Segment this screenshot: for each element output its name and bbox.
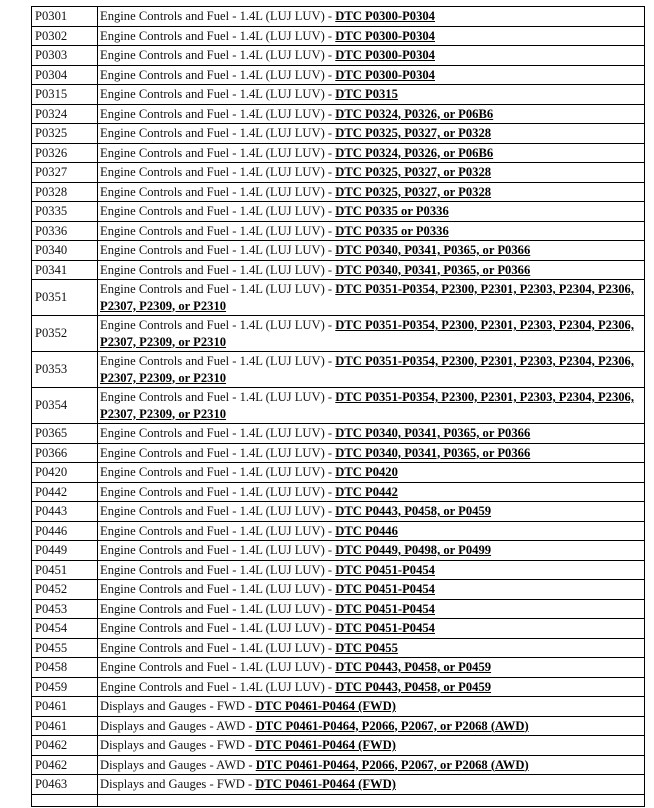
system-description: Engine Controls and Fuel - 1.4L (LUJ LUV) - — [100, 48, 336, 62]
dtc-description-cell — [98, 521, 645, 541]
dtc-procedure-link[interactable]: DTC P0335 or P0336 — [335, 204, 449, 218]
dtc-code-cell: P0461 — [32, 716, 98, 736]
table-row — [32, 794, 645, 806]
dtc-description-cell — [98, 716, 645, 736]
dtc-code-cell: P0303 — [32, 46, 98, 66]
system-description: Engine Controls and Fuel - 1.4L (LUJ LUV) - — [100, 87, 336, 101]
system-description: Engine Controls and Fuel - 1.4L (LUJ LUV) - — [100, 390, 336, 404]
dtc-procedure-link[interactable]: DTC P0449, P0498, or P0499 — [335, 543, 492, 557]
dtc-code-cell: P0446 — [32, 521, 98, 541]
dtc-procedure-link[interactable]: DTC P0340, P0341, P0365, or P0366 — [335, 426, 531, 440]
dtc-procedure-link[interactable]: DTC P0451-P0454 — [335, 582, 435, 596]
dtc-procedure-link[interactable]: DTC P0325, P0327, or P0328 — [335, 165, 492, 179]
dtc-code-cell: P0336 — [32, 221, 98, 241]
table-row — [32, 260, 645, 280]
dtc-code-cell: P0352 — [32, 316, 98, 352]
table-row — [32, 697, 645, 717]
dtc-code-cell: P0353 — [32, 352, 98, 388]
dtc-description-cell — [98, 260, 645, 280]
system-description: Engine Controls and Fuel - 1.4L (LUJ LUV) - — [100, 204, 336, 218]
dtc-code-cell: P0462 — [32, 736, 98, 756]
dtc-procedure-link[interactable]: DTC P0340, P0341, P0365, or P0366 — [335, 445, 531, 460]
table-row — [32, 316, 645, 352]
system-description: Displays and Gauges - FWD - — [100, 777, 256, 791]
dtc-procedure-link[interactable]: DTC P0325, P0327, or P0328 — [335, 184, 492, 199]
dtc-procedure-link[interactable]: DTC P0324, P0326, or P06B6 — [335, 145, 494, 160]
table-row — [32, 221, 645, 241]
dtc-description-cell — [98, 443, 645, 463]
system-description: Engine Controls and Fuel - 1.4L (LUJ LUV) - — [100, 621, 336, 635]
dtc-description-cell — [98, 560, 645, 580]
dtc-code-cell: P0459 — [32, 677, 98, 697]
dtc-description-cell — [98, 104, 645, 124]
dtc-code-cell: P0315 — [32, 85, 98, 105]
dtc-procedure-link[interactable]: DTC P0461-P0464 (FWD) — [255, 777, 396, 791]
dtc-procedure-link[interactable]: DTC P0340, P0341, P0365, or P0366 — [335, 262, 531, 277]
table-row — [32, 241, 645, 261]
system-description: Displays and Gauges - AWD - — [100, 757, 256, 772]
table-row — [32, 85, 645, 105]
table-row — [32, 502, 645, 522]
dtc-code-cell: P0454 — [32, 619, 98, 639]
dtc-code-cell: P0365 — [32, 424, 98, 444]
dtc-code-cell: P0335 — [32, 202, 98, 222]
dtc-description-cell — [98, 502, 645, 522]
dtc-description-cell — [98, 388, 645, 424]
dtc-description-cell — [98, 638, 645, 658]
dtc-procedure-link[interactable]: DTC P0300-P0304 — [335, 67, 435, 82]
table-row — [32, 755, 645, 775]
table-row — [32, 124, 645, 144]
dtc-procedure-link[interactable]: DTC P0461-P0464, P2066, P2067, or P2068 (AWD) — [255, 718, 529, 733]
dtc-code-cell: P0324 — [32, 104, 98, 124]
dtc-procedure-link[interactable]: DTC P0461-P0464, P2066, P2067, or P2068 (AWD) — [255, 757, 529, 772]
dtc-table — [31, 6, 645, 807]
dtc-description-cell — [98, 619, 645, 639]
dtc-description-cell — [98, 424, 645, 444]
system-description: Engine Controls and Fuel - 1.4L (LUJ LUV) - — [100, 243, 336, 257]
system-description: Engine Controls and Fuel - 1.4L (LUJ LUV) - — [100, 543, 336, 557]
system-description: Engine Controls and Fuel - 1.4L (LUJ LUV) - — [100, 601, 336, 616]
table-row — [32, 163, 645, 183]
dtc-code-cell: P0451 — [32, 560, 98, 580]
dtc-code-cell: P0420 — [32, 463, 98, 483]
dtc-description-cell — [98, 755, 645, 775]
table-row — [32, 599, 645, 619]
system-description: Engine Controls and Fuel - 1.4L (LUJ LUV) - — [100, 126, 336, 140]
table-row — [32, 280, 645, 316]
dtc-description-cell — [98, 7, 645, 27]
dtc-description-cell — [98, 775, 645, 795]
dtc-procedure-link[interactable]: DTC P0351-P0354, P2300, P2301, P2303, P2304, P2306, P2307, P2309, or P2310 — [100, 354, 635, 385]
system-description: Engine Controls and Fuel - 1.4L (LUJ LUV) - — [100, 426, 336, 440]
dtc-description-cell — [98, 65, 645, 85]
dtc-code-cell: P0442 — [32, 482, 98, 502]
system-description: Engine Controls and Fuel - 1.4L (LUJ LUV) - — [100, 282, 336, 296]
dtc-description-cell — [98, 463, 645, 483]
system-description: Engine Controls and Fuel - 1.4L (LUJ LUV) - — [100, 465, 336, 479]
system-description: Engine Controls and Fuel - 1.4L (LUJ LUV) - — [100, 262, 336, 277]
dtc-procedure-link[interactable]: DTC P0443, P0458, or P0459 — [335, 660, 492, 674]
table-row — [32, 388, 645, 424]
dtc-description-cell — [98, 736, 645, 756]
dtc-description-cell — [98, 677, 645, 697]
dtc-code-cell: P0325 — [32, 124, 98, 144]
dtc-code-cell: P0351 — [32, 280, 98, 316]
dtc-procedure-link[interactable]: DTC P0443, P0458, or P0459 — [335, 504, 492, 518]
dtc-code-cell: P0462 — [32, 755, 98, 775]
dtc-description-cell — [98, 794, 645, 806]
dtc-procedure-link[interactable]: DTC P0446 — [335, 523, 398, 538]
dtc-procedure-link[interactable]: DTC P0300-P0304 — [335, 28, 435, 43]
dtc-description-cell — [98, 221, 645, 241]
dtc-description-cell — [98, 202, 645, 222]
dtc-description-cell — [98, 26, 645, 46]
system-description: Engine Controls and Fuel - 1.4L (LUJ LUV) - — [100, 106, 336, 121]
dtc-description-cell — [98, 658, 645, 678]
table-row — [32, 521, 645, 541]
system-description: Engine Controls and Fuel - 1.4L (LUJ LUV) - — [100, 28, 336, 43]
dtc-procedure-link[interactable]: DTC P0340, P0341, P0365, or P0366 — [335, 243, 531, 257]
dtc-code-cell: P0453 — [32, 599, 98, 619]
system-description: Engine Controls and Fuel - 1.4L (LUJ LUV) - — [100, 9, 336, 23]
dtc-description-cell — [98, 85, 645, 105]
dtc-description-cell — [98, 241, 645, 261]
dtc-procedure-link[interactable]: DTC P0351-P0354, P2300, P2301, P2303, P2304, P2306, P2307, P2309, or P2310 — [100, 390, 635, 421]
dtc-procedure-link[interactable]: DTC P0451-P0454 — [335, 562, 435, 577]
dtc-description-cell — [98, 580, 645, 600]
dtc-procedure-link[interactable]: DTC P0300-P0304 — [335, 9, 435, 23]
table-row — [32, 65, 645, 85]
dtc-procedure-link[interactable]: DTC P0461-P0464 (FWD) — [255, 738, 396, 752]
system-description: Engine Controls and Fuel - 1.4L (LUJ LUV) - — [100, 354, 336, 368]
dtc-code-cell: P0461 — [32, 697, 98, 717]
table-row — [32, 463, 645, 483]
table-row — [32, 619, 645, 639]
table-row — [32, 716, 645, 736]
dtc-code-cell: P0455 — [32, 638, 98, 658]
table-row — [32, 182, 645, 202]
system-description: Engine Controls and Fuel - 1.4L (LUJ LUV) - — [100, 523, 336, 538]
system-description: Engine Controls and Fuel - 1.4L (LUJ LUV) - — [100, 145, 336, 160]
dtc-code-cell: P0301 — [32, 7, 98, 27]
table-row — [32, 424, 645, 444]
dtc-procedure-link[interactable]: DTC P0351-P0354, P2300, P2301, P2303, P2304, P2306, P2307, P2309, or P2310 — [100, 318, 635, 349]
table-row — [32, 775, 645, 795]
system-description: Engine Controls and Fuel - 1.4L (LUJ LUV) - — [100, 318, 336, 332]
system-description: Engine Controls and Fuel - 1.4L (LUJ LUV) - — [100, 660, 336, 674]
table-row — [32, 352, 645, 388]
table-row — [32, 46, 645, 66]
system-description: Engine Controls and Fuel - 1.4L (LUJ LUV) - — [100, 165, 336, 179]
dtc-table-body — [32, 7, 645, 807]
table-row — [32, 26, 645, 46]
dtc-procedure-link[interactable]: DTC P0324, P0326, or P06B6 — [335, 106, 494, 121]
dtc-description-cell — [98, 46, 645, 66]
system-description: Displays and Gauges - AWD - — [100, 718, 256, 733]
dtc-code-cell: P0463 — [32, 775, 98, 795]
table-row — [32, 541, 645, 561]
table-row — [32, 143, 645, 163]
dtc-description-cell — [98, 352, 645, 388]
table-row — [32, 677, 645, 697]
table-row — [32, 443, 645, 463]
dtc-code-cell: P0304 — [32, 65, 98, 85]
system-description: Engine Controls and Fuel - 1.4L (LUJ LUV) - — [100, 184, 336, 199]
dtc-description-cell — [98, 316, 645, 352]
dtc-code-cell: P0326 — [32, 143, 98, 163]
system-description: Engine Controls and Fuel - 1.4L (LUJ LUV) - — [100, 679, 336, 694]
dtc-description-cell — [98, 163, 645, 183]
dtc-description-cell — [98, 182, 645, 202]
dtc-procedure-link[interactable]: DTC P0325, P0327, or P0328 — [335, 126, 492, 140]
dtc-code-cell: P0449 — [32, 541, 98, 561]
dtc-description-cell — [98, 482, 645, 502]
dtc-code-cell: P0354 — [32, 388, 98, 424]
table-row — [32, 658, 645, 678]
dtc-code-cell: P0366 — [32, 443, 98, 463]
dtc-procedure-link[interactable]: DTC P0442 — [335, 484, 398, 499]
system-description: Engine Controls and Fuel - 1.4L (LUJ LUV) - — [100, 484, 336, 499]
table-row — [32, 482, 645, 502]
dtc-description-cell — [98, 124, 645, 144]
dtc-procedure-link[interactable]: DTC P0461-P0464 (FWD) — [255, 699, 396, 713]
system-description: Displays and Gauges - FWD - — [100, 699, 256, 713]
table-row — [32, 736, 645, 756]
dtc-description-cell — [98, 280, 645, 316]
system-description: Engine Controls and Fuel - 1.4L (LUJ LUV) - — [100, 67, 336, 82]
dtc-code-cell: P0327 — [32, 163, 98, 183]
dtc-code-cell — [32, 794, 98, 806]
dtc-procedure-link[interactable]: DTC P0443, P0458, or P0459 — [335, 679, 492, 694]
system-description: Engine Controls and Fuel - 1.4L (LUJ LUV) - — [100, 445, 336, 460]
dtc-procedure-link[interactable]: DTC P0451-P0454 — [335, 601, 435, 616]
dtc-code-cell: P0443 — [32, 502, 98, 522]
dtc-procedure-link[interactable]: DTC P0451-P0454 — [335, 621, 435, 635]
system-description: Engine Controls and Fuel - 1.4L (LUJ LUV) - — [100, 640, 336, 655]
dtc-procedure-link[interactable]: DTC P0315 — [335, 87, 398, 101]
dtc-procedure-link[interactable]: DTC P0455 — [335, 640, 398, 655]
system-description: Engine Controls and Fuel - 1.4L (LUJ LUV) - — [100, 582, 336, 596]
dtc-code-cell: P0302 — [32, 26, 98, 46]
dtc-procedure-link[interactable]: DTC P0335 or P0336 — [335, 223, 449, 238]
system-description: Engine Controls and Fuel - 1.4L (LUJ LUV) - — [100, 223, 336, 238]
dtc-code-cell: P0328 — [32, 182, 98, 202]
dtc-procedure-link[interactable]: DTC P0351-P0354, P2300, P2301, P2303, P2304, P2306, P2307, P2309, or P2310 — [100, 282, 635, 313]
dtc-code-cell: P0452 — [32, 580, 98, 600]
dtc-procedure-link[interactable]: DTC P0300-P0304 — [335, 48, 435, 62]
system-description: Displays and Gauges - FWD - — [100, 738, 256, 752]
dtc-code-cell: P0340 — [32, 241, 98, 261]
table-row — [32, 7, 645, 27]
dtc-code-cell: P0341 — [32, 260, 98, 280]
system-description: Engine Controls and Fuel - 1.4L (LUJ LUV) - — [100, 562, 336, 577]
system-description: Engine Controls and Fuel - 1.4L (LUJ LUV) - — [100, 504, 336, 518]
table-row — [32, 202, 645, 222]
dtc-description-cell — [98, 599, 645, 619]
table-row — [32, 580, 645, 600]
dtc-description-cell — [98, 697, 645, 717]
table-row — [32, 638, 645, 658]
dtc-description-cell — [98, 541, 645, 561]
dtc-procedure-link[interactable]: DTC P0420 — [335, 465, 398, 479]
dtc-code-cell: P0458 — [32, 658, 98, 678]
table-row — [32, 104, 645, 124]
table-row — [32, 560, 645, 580]
dtc-description-cell — [98, 143, 645, 163]
